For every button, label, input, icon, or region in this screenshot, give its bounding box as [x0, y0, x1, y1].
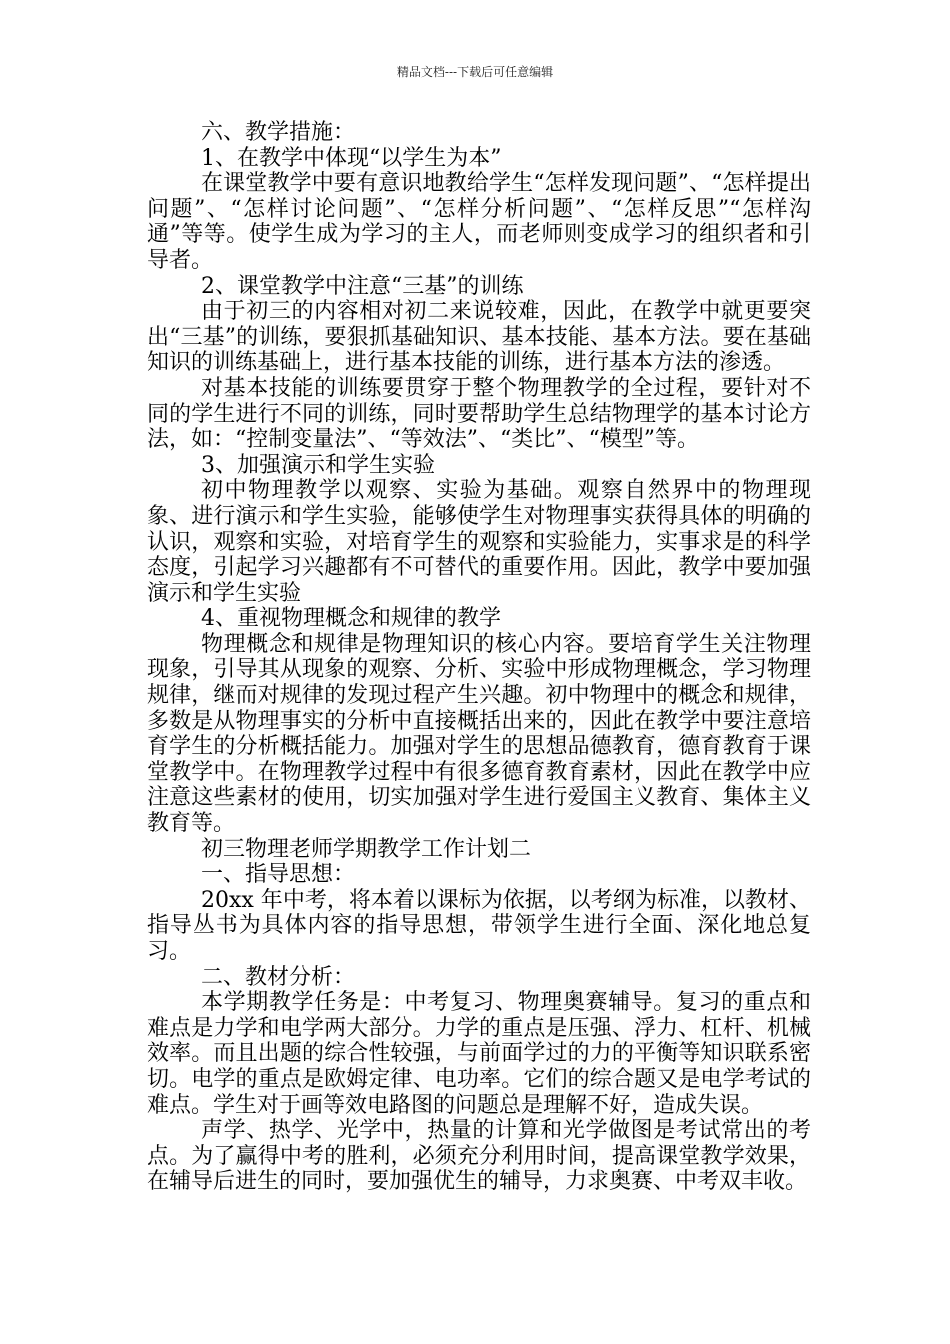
subheading-concepts: 4、重视物理概念和规律的教学 — [201, 606, 501, 632]
paragraph-guiding-ideology: 20xx 年中考，将本着以课标为依据，以考纲为标准，以教材、指导丛书为具体内容的指导思想，带领学生进行全面、深化地总复习。 — [147, 887, 811, 964]
paragraph-basic-skills: 对基本技能的训练要贯穿于整个物理教学的全过程，要针对不同的学生进行不同的训练，同时要帮助学生总结物理学的基本讨论方法，如：“控制变量法”、“等效法”、“类比”、“模型”等。 — [147, 375, 811, 453]
document-body — [147, 120, 811, 1195]
subheading-three-basics: 2、课堂教学中注意“三基”的训练 — [201, 273, 524, 299]
paragraph-concepts: 物理概念和规律是物理知识的核心内容。要培育学生关注物理现象，引导其从现象的观察、分析、实验中形成物理概念，学习物理规律，继而对规律的发现过程产生兴趣。初中物理中的概念和规律，多数是从物理事实的分析中直接概括出来的，因此在教学中要注意培育学生的分析概括能力。加强对学生的思想品德教育，德育教育于课堂教学中。在物理教学过程中有很多德育教育素材，因此在教学中应注意这些素材的使用，切实加强对学生进行爱国主义教育、集体主义教育等。 — [147, 631, 811, 837]
paragraph-student-centered: 在课堂教学中要有意识地教给学生“怎样发现问题”、“怎样提出问题”、“怎样讨论问题”、“怎样分析问题”、“怎样反思”“怎样沟通”等等。使学生成为学习的主人，而老师则变成学习的组织者和引导者。 — [147, 171, 811, 273]
paragraph-experiments: 初中物理教学以观察、实验为基础。观察自然界中的物理现象、进行演示和学生实验，能够使学生对物理事实获得具体的明确的认识，观察和实验，对培育学生的观察和实验能力，实事求是的科学态度，引起学习兴趣都有不可替代的重要作用。因此，教学中要加强演示和学生实验 — [147, 478, 811, 606]
plan-two-title: 初三物理老师学期教学工作计划二 — [201, 836, 532, 862]
page-header: 精品文档---下载后可任意编辑 — [396, 65, 554, 79]
paragraph-textbook-analysis: 本学期教学任务是：中考复习、物理奥赛辅导。复习的重点和难点是力学和电学两大部分。力学的重点是压强、浮力、杠杆、机械效率。而且出题的综合性较强，与前面学过的力的平衡等知识联系密切。电学的重点是欧姆定律、电功率。它们的综合题又是电学考试的难点。学生对于画等效电路图的问题总是理解不好，造成失误。 — [147, 990, 811, 1118]
subheading-student-centered: 1、在教学中体现“以学生为本” — [201, 145, 502, 171]
subheading-experiments: 3、加强演示和学生实验 — [201, 452, 435, 478]
paragraph-three-basics: 由于初三的内容相对初二来说较难，因此，在教学中就更要突出“三基”的训练，要狠抓基础知识、基本技能、基本方法。要在基础知识的训练基础上，进行基本技能的训练，进行基本方法的渗透。 — [147, 299, 811, 376]
section-heading-guiding-ideology: 一、指导思想： — [201, 862, 356, 888]
section-heading-measures: 六、教学措施： — [201, 120, 356, 145]
paragraph-acoustics-heat-optics: 声学、热学、光学中，热量的计算和光学做图是考试常出的考点。为了赢得中考的胜利，必须充分利用时间，提高课堂教学效果，在辅导后进生的同时，要加强优生的辅导，力求奥赛、中考双丰收。 — [147, 1118, 811, 1195]
section-heading-textbook-analysis: 二、教材分析： — [201, 964, 356, 990]
